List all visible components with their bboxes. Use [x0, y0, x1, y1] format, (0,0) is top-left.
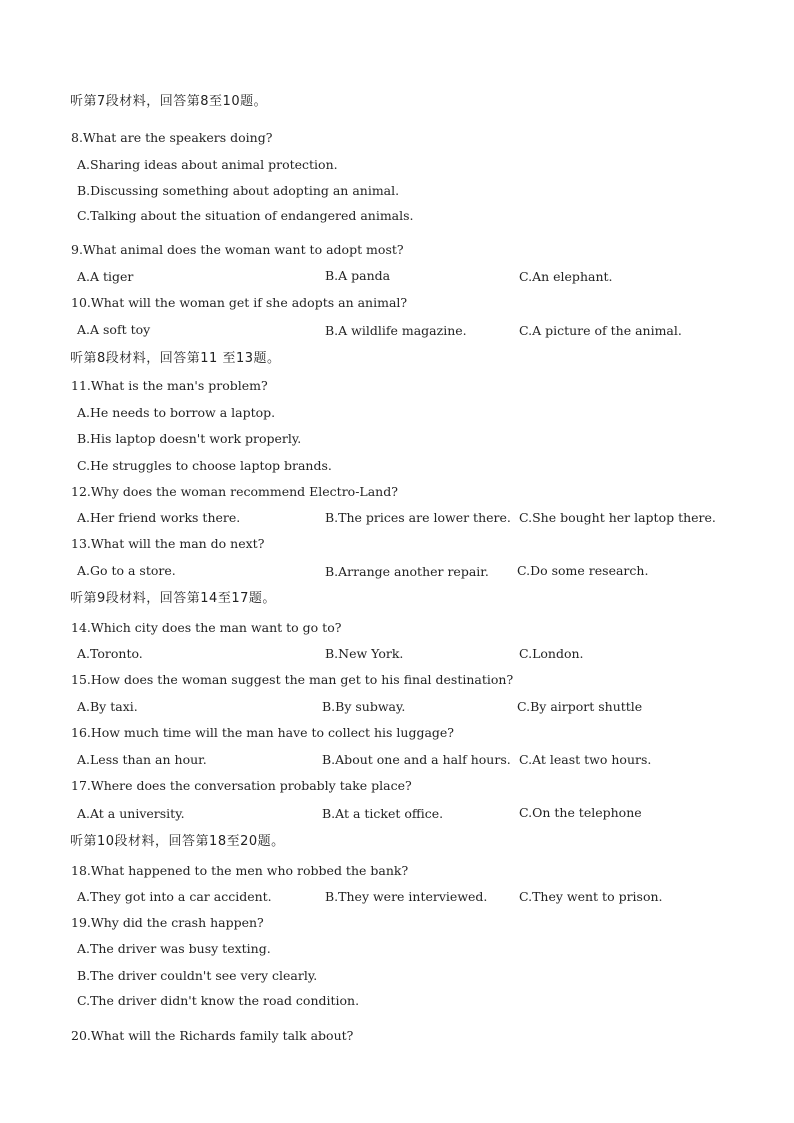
q16-option-a: A.Less than an hour.	[77, 752, 207, 767]
q19-option-a: A.The driver was busy texting.	[77, 941, 271, 956]
q18-option-b: B.They were interviewed.	[325, 889, 488, 904]
q12-option-a: A.Her friend works there.	[77, 510, 241, 525]
section-heading: 听第10段材料，回答第18至20题。	[70, 834, 285, 849]
q18-option-a: A.They got into a car accident.	[77, 889, 272, 904]
q11-option-b: B.His laptop doesn't work properly.	[77, 431, 302, 446]
q11-option-c: C.He struggles to choose laptop brands.	[77, 458, 332, 473]
q10-option-a: A.A soft toy	[77, 322, 151, 337]
q10-option-b: B.A wildlife magazine.	[325, 323, 467, 338]
q10-option-c: C.A picture of the animal.	[519, 323, 682, 338]
question-9: 9.What animal does the woman want to adopt most?	[71, 242, 404, 257]
section-heading: 听第8段材料，回答第11 至13题。	[70, 351, 281, 366]
q15-option-b: B.By subway.	[322, 699, 406, 714]
question-8: 8.What are the speakers doing?	[71, 130, 273, 145]
q16-option-b: B.About one and a half hours.	[322, 752, 511, 767]
question-20: 20.What will the Richards family talk about?	[71, 1028, 354, 1043]
q19-option-c: C.The driver didn't know the road condition.	[77, 993, 360, 1008]
question-13: 13.What will the man do next?	[71, 536, 265, 551]
q13-option-a: A.Go to a store.	[77, 563, 176, 578]
question-18: 18.What happened to the men who robbed the bank?	[71, 863, 409, 878]
q16-option-c: C.At least two hours.	[519, 752, 652, 767]
question-12: 12.Why does the woman recommend Electro-Land?	[71, 484, 398, 499]
q15-option-a: A.By taxi.	[77, 699, 138, 714]
question-19: 19.Why did the crash happen?	[71, 915, 264, 930]
question-16: 16.How much time will the man have to collect his luggage?	[71, 725, 455, 740]
q19-option-b: B.The driver couldn't see very clearly.	[77, 968, 318, 983]
question-17: 17.Where does the conversation probably take place?	[71, 778, 412, 793]
q11-option-a: A.He needs to borrow a laptop.	[77, 405, 276, 420]
q15-option-c: C.By airport shuttle	[517, 699, 643, 714]
question-10: 10.What will the woman get if she adopts an animal?	[71, 295, 408, 310]
q14-option-a: A.Toronto.	[77, 646, 143, 661]
question-14: 14.Which city does the man want to go to?	[71, 620, 342, 635]
question-11: 11.What is the man's problem?	[71, 378, 268, 393]
section-heading: 听第9段材料，回答第14至17题。	[70, 591, 276, 606]
q17-option-c: C.On the telephone	[519, 805, 642, 820]
q14-option-b: B.New York.	[325, 646, 404, 661]
q9-option-a: A.A tiger	[77, 269, 134, 284]
q12-option-c: C.She bought her laptop there.	[519, 510, 716, 525]
q14-option-c: C.London.	[519, 646, 584, 661]
q17-option-a: A.At a university.	[77, 806, 185, 821]
q17-option-b: B.At a ticket office.	[322, 806, 444, 821]
q12-option-b: B.The prices are lower there.	[325, 510, 511, 525]
q18-option-c: C.They went to prison.	[519, 889, 663, 904]
q9-option-c: C.An elephant.	[519, 269, 613, 284]
q13-option-b: B.Arrange another repair.	[325, 564, 489, 579]
q8-option-a: A.Sharing ideas about animal protection.	[77, 157, 338, 172]
q8-option-c: C.Talking about the situation of endangered animals.	[77, 208, 414, 223]
question-15: 15.How does the woman suggest the man get to his final destination?	[71, 672, 514, 687]
q13-option-c: C.Do some research.	[517, 563, 649, 578]
section-heading: 听第7段材料，回答第8至10题。	[70, 94, 268, 109]
q8-option-b: B.Discussing something about adopting an animal.	[77, 183, 400, 198]
q9-option-b: B.A panda	[325, 268, 391, 283]
